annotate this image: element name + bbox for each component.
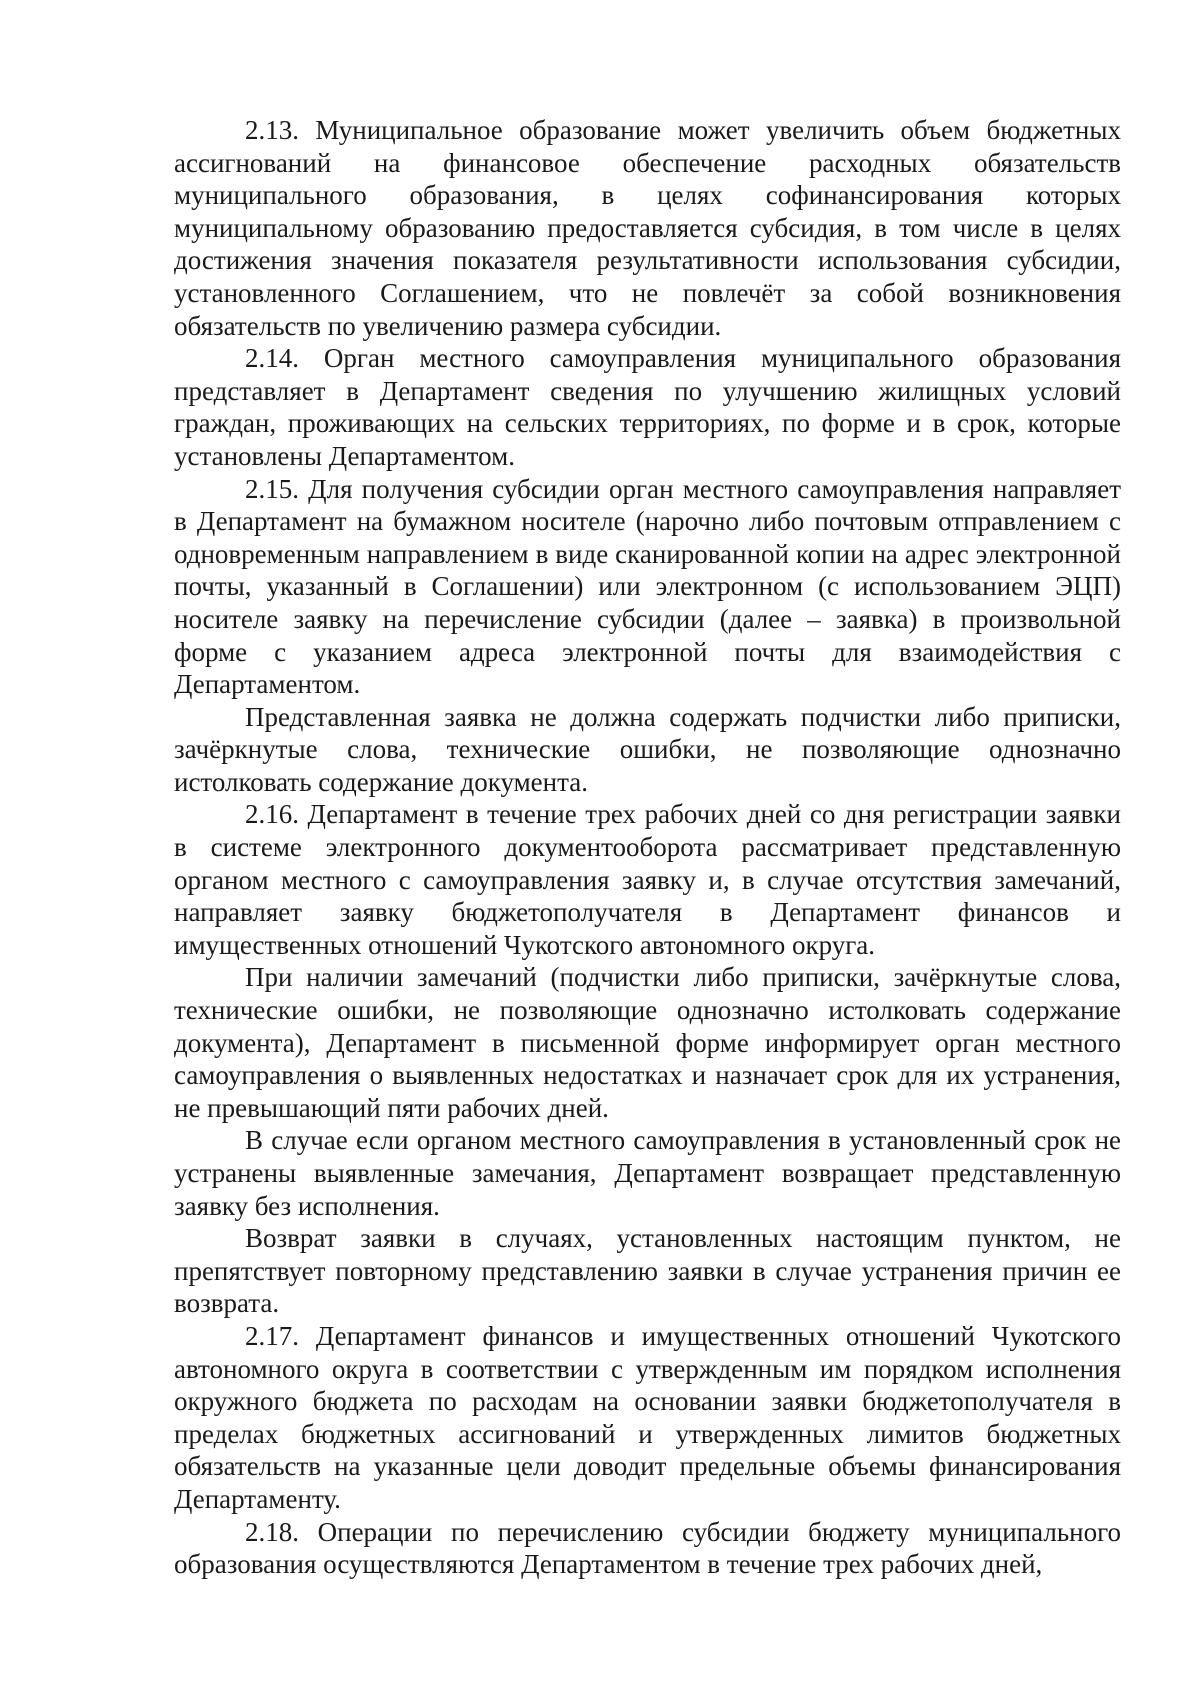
paragraph-2-13: 2.13. Муниципальное образование может увеличить объем бюджетных ассигнований на финансовое обеспечение расходных обязательств муниципального образования, в целях софинансирования которых муниципальному образованию предоставляется субсидия, в том числе в целях достижения значения показателя результативности использования субсидии, установленного Соглашением, что не повлечёт за собой возникновения обязательств по увеличению размера субсидии. xyxy=(174,115,1121,341)
paragraph-2-16: 2.16. Департамент в течение трех рабочих дней со дня регистрации заявки в системе электронного документооборота рассматривает представленную органом местного с самоуправления заявку и, в случае отсутствия замечаний, направляет заявку бюджетополучателя в Департамент финансов и имущественных отношений Чукотского автономного округа. xyxy=(174,799,1121,960)
paragraph-2-14: 2.14. Орган местного самоуправления муниципального образования представляет в Департамент сведения по улучшению жилищных условий граждан, проживающих на сельских территориях, по форме и в срок, которые установлены Департаментом. xyxy=(174,343,1121,471)
paragraph-2-15-requirements: Представленная заявка не должна содержать подчистки либо приписки, зачёркнутые слова, технические ошибки, не позволяющие однозначно истолковать содержание документа. xyxy=(174,701,1121,797)
paragraph-2-17: 2.17. Департамент финансов и имущественных отношений Чукотского автономного округа в соответствии с утвержденным им порядком исполнения окружного бюджета по расходам на основании заявки бюджетополучателя в пределах бюджетных ассигнований и утвержденных лимитов бюджетных обязательств на указанные цели доводит предельные объемы финансирования Департаменту. xyxy=(174,1320,1121,1514)
paragraph-2-15: 2.15. Для получения субсидии орган местного самоуправления направляет в Департамент на бумажном носителе (нарочно либо почтовым отправлением с одновременным направлением в виде сканированной копии на адрес электронной почты, указанный в Соглашении) или электронном (с использованием ЭЦП) носителе заявку на перечисление субсидии (далее – заявка) в произвольной форме с указанием адреса электронной почты для взаимодействия с Департаментом. xyxy=(174,473,1121,700)
paragraph-2-16-resubmission: Возврат заявки в случаях, установленных настоящим пунктом, не препятствует повторному представлению заявки в случае устранения причин ее возврата. xyxy=(174,1223,1121,1319)
document-body xyxy=(174,114,1121,1581)
paragraph-2-18: 2.18. Операции по перечислению субсидии бюджету муниципального образования осуществляются Департаментом в течение трех рабочих дней, xyxy=(174,1516,1121,1580)
paragraph-2-16-return: В случае если органом местного самоуправления в установленный срок не устранены выявленные замечания, Департамент возвращает представленную заявку без исполнения. xyxy=(174,1125,1121,1221)
paragraph-2-16-remarks: При наличии замечаний (подчистки либо приписки, зачёркнутые слова, технические ошибки, не позволяющие однозначно истолковать содержание документа), Департамент в письменной форме информирует орган местного самоуправления о выявленных недостатках и назначает срок для их устранения, не превышающий пяти рабочих дней. xyxy=(174,962,1121,1123)
